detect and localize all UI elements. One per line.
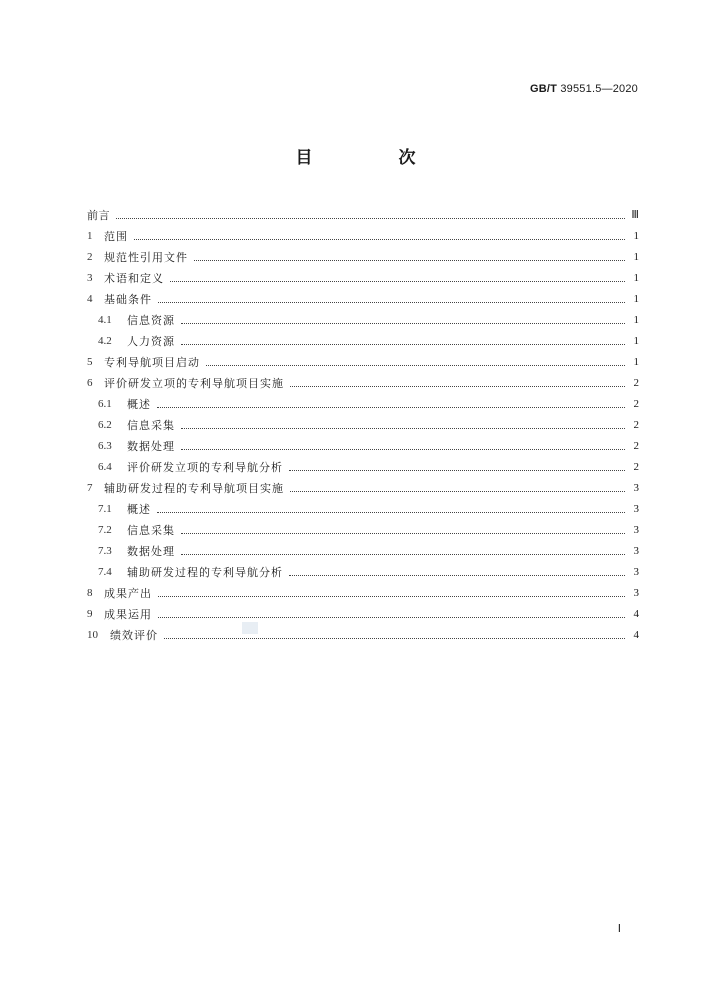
toc-entry-label: 专利导航项目启动	[104, 356, 200, 369]
toc-entry-label: 成果运用	[104, 608, 152, 621]
toc-entry-number: 3	[87, 272, 93, 284]
toc-entry[interactable]	[87, 621, 639, 642]
toc-entry-number: 4.2	[98, 335, 112, 347]
toc-entry-page: 2	[633, 398, 639, 410]
dot-leader	[194, 259, 625, 261]
toc-entry[interactable]	[87, 285, 639, 306]
dot-leader	[158, 301, 625, 303]
dot-leader	[181, 427, 625, 429]
dot-leader	[181, 553, 625, 555]
toc-entry-label: 绩效评价	[110, 629, 158, 642]
toc-entry-page: 2	[633, 440, 639, 452]
toc-entry-label: 评价研发立项的专利导航分析	[127, 461, 283, 474]
toc-entry-label: 术语和定义	[104, 272, 164, 285]
toc-entry-label: 辅助研发过程的专利导航项目实施	[104, 482, 284, 495]
toc-entry-number: 10	[87, 629, 98, 641]
dot-leader	[170, 280, 625, 282]
dot-leader	[158, 595, 625, 597]
toc-entry-page: 3	[633, 545, 639, 557]
toc-entry-label: 前言	[87, 209, 110, 222]
toc-entry-number: 6.2	[98, 419, 112, 431]
table-of-contents	[87, 201, 639, 642]
toc-entry-number: 7	[87, 482, 93, 494]
toc-entry[interactable]	[87, 537, 639, 558]
toc-entry-number: 6.3	[98, 440, 112, 452]
dot-leader	[116, 217, 625, 219]
toc-entry-label: 基础条件	[104, 293, 152, 306]
toc-entry[interactable]	[87, 306, 639, 327]
toc-entry[interactable]	[87, 369, 639, 390]
toc-entry-number: 5	[87, 356, 93, 368]
dot-leader	[157, 406, 625, 408]
toc-entry[interactable]	[87, 579, 639, 600]
toc-entry[interactable]	[87, 516, 639, 537]
toc-entry-page: 3	[633, 482, 639, 494]
dot-leader	[290, 490, 625, 492]
toc-entry[interactable]	[87, 558, 639, 579]
toc-entry-number: 7.3	[98, 545, 112, 557]
toc-entry-number: 9	[87, 608, 93, 620]
toc-entry[interactable]	[87, 222, 639, 243]
dot-leader	[158, 616, 625, 618]
toc-entry-number: 2	[87, 251, 93, 263]
dot-leader	[134, 238, 625, 240]
toc-entry-page: Ⅲ	[631, 209, 639, 221]
toc-entry-page: 2	[633, 377, 639, 389]
toc-entry[interactable]	[87, 432, 639, 453]
standard-number: 39551.5—2020	[560, 83, 638, 95]
toc-entry-page: 3	[633, 587, 639, 599]
toc-entry-number: 4	[87, 293, 93, 305]
dot-leader	[181, 343, 625, 345]
toc-entry[interactable]	[87, 600, 639, 621]
toc-entry-label: 概述	[127, 398, 151, 411]
toc-entry[interactable]	[87, 411, 639, 432]
toc-entry-label: 数据处理	[127, 545, 175, 558]
dot-leader	[181, 532, 625, 534]
toc-entry[interactable]	[87, 327, 639, 348]
toc-entry-label: 信息采集	[127, 419, 175, 432]
toc-entry-number: 7.1	[98, 503, 112, 515]
toc-entry[interactable]	[87, 495, 639, 516]
toc-entry-page: 1	[633, 293, 639, 305]
toc-entry-number: 6.4	[98, 461, 112, 473]
toc-entry-page: 2	[633, 461, 639, 473]
dot-leader	[289, 574, 625, 576]
toc-entry-label: 成果产出	[104, 587, 152, 600]
toc-entry-page: 3	[633, 566, 639, 578]
toc-entry-label: 规范性引用文件	[104, 251, 188, 264]
toc-entry-number: 8	[87, 587, 93, 599]
toc-entry-label: 评价研发立项的专利导航项目实施	[104, 377, 284, 390]
toc-entry-page: 1	[633, 251, 639, 263]
toc-entry[interactable]	[87, 243, 639, 264]
toc-entry-number: 7.4	[98, 566, 112, 578]
toc-entry-label: 辅助研发过程的专利导航分析	[127, 566, 283, 579]
toc-entry-number: 6	[87, 377, 93, 389]
toc-entry[interactable]	[87, 390, 639, 411]
toc-entry-page: 2	[633, 419, 639, 431]
dot-leader	[157, 511, 625, 513]
toc-entry[interactable]	[87, 201, 639, 222]
toc-entry-page: 3	[633, 524, 639, 536]
toc-entry-label: 概述	[127, 503, 151, 516]
toc-entry[interactable]	[87, 348, 639, 369]
toc-title: 目 次	[295, 148, 456, 168]
toc-entry-page: 1	[633, 314, 639, 326]
toc-entry-label: 数据处理	[127, 440, 175, 453]
toc-entry-label: 人力资源	[127, 335, 175, 348]
standard-code	[530, 83, 638, 95]
standard-prefix: GB/T	[530, 83, 558, 95]
dot-leader	[206, 364, 625, 366]
toc-entry-label: 范围	[104, 230, 128, 243]
toc-entry[interactable]	[87, 474, 639, 495]
toc-entry-page: 4	[633, 608, 639, 620]
toc-entry-number: 7.2	[98, 524, 112, 536]
toc-entry-number: 4.1	[98, 314, 112, 326]
toc-entry-number: 6.1	[98, 398, 112, 410]
scan-artifact	[242, 622, 258, 634]
toc-entry-page: 1	[633, 356, 639, 368]
toc-entry-page: 1	[633, 335, 639, 347]
toc-entry-label: 信息采集	[127, 524, 175, 537]
toc-entry-label: 信息资源	[127, 314, 175, 327]
page-number: Ⅰ	[617, 923, 621, 935]
dot-leader	[181, 448, 625, 450]
toc-entry-page: 3	[633, 503, 639, 515]
dot-leader	[290, 385, 625, 387]
toc-entry-page: 4	[633, 629, 639, 641]
toc-entry[interactable]	[87, 453, 639, 474]
toc-entry[interactable]	[87, 264, 639, 285]
dot-leader	[181, 322, 625, 324]
toc-entry-page: 1	[633, 230, 639, 242]
toc-entry-page: 1	[633, 272, 639, 284]
dot-leader	[164, 637, 625, 639]
dot-leader	[289, 469, 625, 471]
toc-entry-number: 1	[87, 230, 93, 242]
